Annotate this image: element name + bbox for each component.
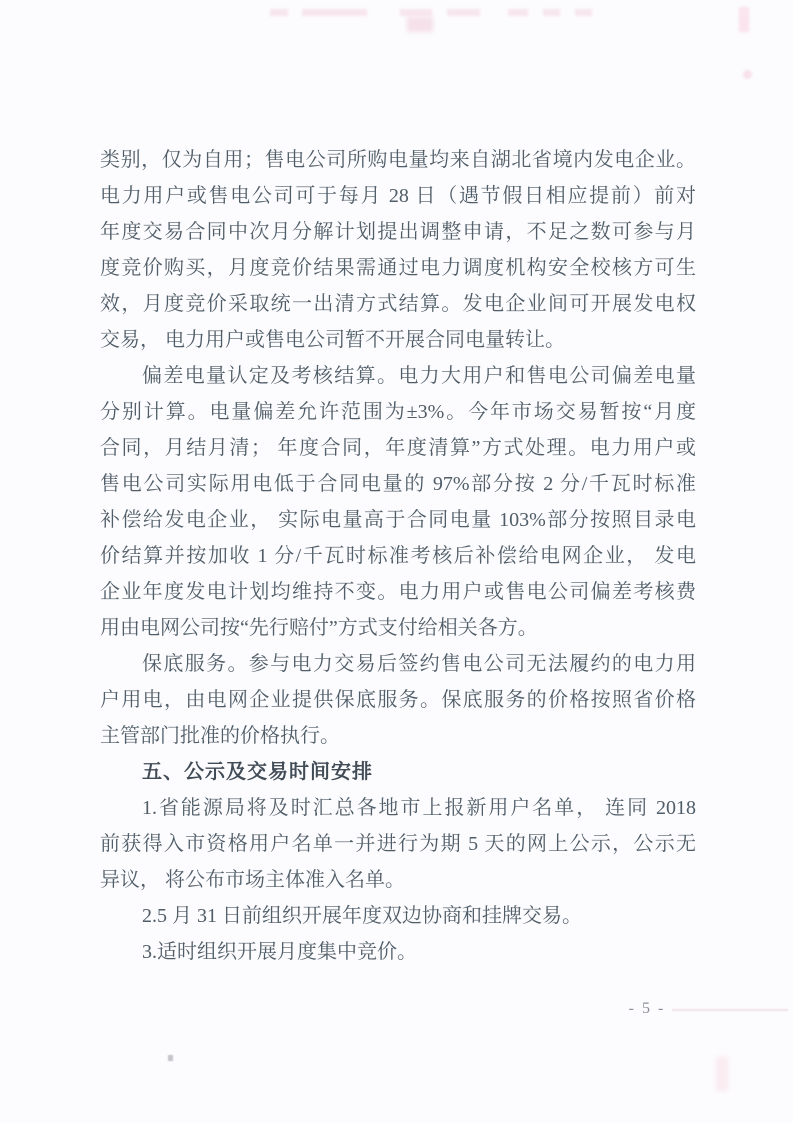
text-line: 户用电，由电网企业提供保底服务。保底服务的价格按照省价格 [100, 689, 696, 711]
scan-artifact [407, 17, 433, 32]
document-body [100, 142, 696, 970]
text-line: 偏差电量认定及考核结算。电力大用户和售电公司偏差电量 [142, 365, 696, 387]
scan-artifact [672, 1009, 788, 1011]
text-line: 合同，月结月清； 年度合同，年度清算”方式处理。电力用户或 [100, 437, 696, 459]
scan-artifact [508, 9, 528, 16]
scan-artifact [168, 1055, 173, 1061]
scan-artifact [743, 70, 752, 79]
scan-artifact [447, 9, 480, 16]
scan-artifact [270, 9, 288, 16]
text-line: 1.省能源局将及时汇总各地市上报新用户名单， 连同 2018 [142, 797, 696, 819]
text-line: 2.5 月 31 日前组织开展年度双边协商和挂牌交易。 [142, 905, 582, 927]
text-line: 效，月度竞价采取统一出清方式结算。发电企业间可开展发电权 [100, 293, 696, 315]
text-line: 主管部门批准的价格执行。 [100, 725, 340, 747]
text-line: 异议， 将公布市场主体准入名单。 [100, 869, 405, 891]
text-line: 年度交易合同中次月分解计划提出调整申请，不足之数可参与月 [100, 221, 696, 243]
page-number: - 5 - [628, 1000, 666, 1017]
text-line: 3.适时组织开展月度集中竞价。 [142, 941, 417, 963]
scan-artifact [739, 7, 749, 32]
text-line: 类别，仅为自用；售电公司所购电量均来自湖北省境内发电企业。 [100, 149, 696, 171]
text-line: 补偿给发电企业， 实际电量高于合同电量 103%部分按照目录电 [100, 509, 696, 531]
text-line: 度竞价购买，月度竞价结果需通过电力调度机构安全校核方可生 [100, 257, 696, 279]
scan-artifact [543, 9, 560, 16]
section-heading: 五、公示及交易时间安排 [142, 761, 373, 783]
scan-artifact [302, 9, 367, 16]
text-line: 前获得入市资格用户名单一并进行为期 5 天的网上公示，公示无 [100, 833, 696, 855]
scan-artifact [400, 9, 432, 16]
text-line: 电力用户或售电公司可于每月 28 日（遇节假日相应提前）前对 [100, 185, 696, 207]
text-line: 用由电网公司按“先行赔付”方式支付给相关各方。 [100, 617, 538, 639]
scan-artifact [575, 9, 592, 16]
text-line: 分别计算。电量偏差允许范围为±3%。今年市场交易暂按“月度 [100, 401, 696, 423]
text-line: 企业年度发电计划均维持不变。电力用户或售电公司偏差考核费 [100, 581, 696, 603]
text-line: 保底服务。参与电力交易后签约售电公司无法履约的电力用 [142, 653, 696, 675]
scan-artifact [716, 1057, 728, 1091]
text-line: 售电公司实际用电低于合同电量的 97%部分按 2 分/千瓦时标准 [100, 473, 696, 495]
text-line: 交易， 电力用户或售电公司暂不开展合同电量转让。 [100, 329, 565, 351]
text-line: 价结算并按加收 1 分/千瓦时标准考核后补偿给电网企业， 发电 [100, 545, 696, 567]
